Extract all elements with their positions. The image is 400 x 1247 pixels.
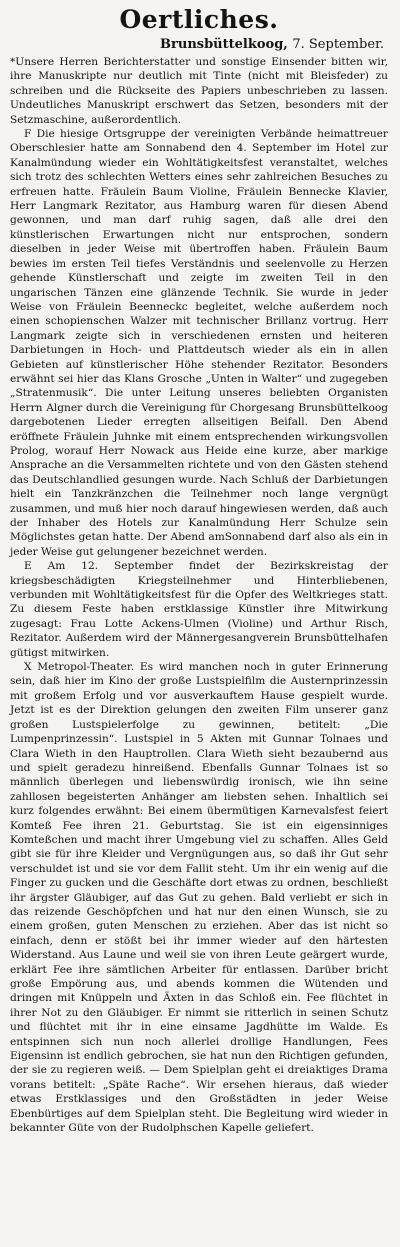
dateline-place: Brunsbüttelkoog, xyxy=(160,37,288,52)
notice-manuscripts: *Unsere Herren Berichterstatter und sonstige Einsender bitten wir, ihre Manuskripte nur deutlich mit Tinte (nicht mit Bleisfeder) zu schreiben und die Rückseite des Papiers unbeschrieben zu lassen. Undeutliches Manuskript erschwert das Setzen, besonders mit der Setzmaschine, außerordentlich. xyxy=(10,56,388,126)
dateline xyxy=(10,36,384,53)
dateline-date: 7. September. xyxy=(292,37,384,52)
article-district-meeting: E Am 12. September findet der Bezirkskreistag der kriegsbeschädigten Kriegsteilnehmer und Hinterbliebenen, verbunden mit Wohltätigkeitsfest für die Opfer des Weltkrieges statt. Zu diesem Feste haben erstklassige Künstler ihre Mitwirkung zugesagt: Frau Lotte Ackens-Ulmen (Violine) und Arthur Risch, Rezitator. Außerdem wird der Männergesangverein Brunsbüttelhafen gütigst mitwirken. xyxy=(10,560,388,659)
section-title: Oertliches. xyxy=(119,5,279,34)
article-metropol-theater: X Metropol-Theater. Es wird manchen noch in guter Erinnerung sein, daß hier im Kino der große Lustspielfilm die Austernprinzessin mit großem Erfolg und vor ausverkauftem Hause gespielt wurde. Jetzt ist es der Direktion gelungen den zweiten Film unserer ganz großen Lustspielerfolge zu gewinnen, betitelt: „Die Lumpenprinzessin“. Lustspiel in 5 Akten mit Gunnar Tolnaes und Clara Wieth in den Hauptrollen. Clara Wieth sieht bezaubernd aus und spielt geradezu hinreißend. Ebenfalls Gunnar Tolnaes ist so männlich überlegen und liebenswürdig ironisch, wie ihn seine zahllosen begeisterten Anhänger am liebsten sehen. Inhaltlich sei kurz folgendes erwähnt: Bei einem übermütigen Karnevalsfest feiert Komteß Fee ihren 21. Geburtstag. Sie ist ein eigensinniges Komteßchen und macht ihrer Umgebung viel zu schaffen. Alles Geld gibt sie für ihre Kleider und Vergnügungen aus, so daß ihr Gut sehr verschuldet ist und sie vor dem Fallit steht. Um ihr ein wenig auf die Finger zu gucken und die Geschäfte dort etwas zu ordnen, beschließt ihr ärgster Gläubiger, auf das Gut zu gehen. Bald verliebt er sich in das reizende Geschöpfchen und hat nur den einen Wunsch, sie zu einem großen, guten Menschen zu erziehen. Aber das ist nicht so einfach, denn er stößt bei ihr immer wieder auf den härtesten Widerstand. Aus Laune und weil sie von ihren Leute geärgert wurde, erklärt Fee ihre sämtlichen Arbeiter für entlassen. Darüber bricht große Empörung aus, und abends kommen die Wütenden und dringen mit Knüppeln und Äxten in das Schloß ein. Fee flüchtet in ihrer Not zu den Gläubiger. Er nimmt sie ritterlich in seinen Schutz und flüchtet mit ihr in eine einsame Jagdhütte im Walde. Es entspinnen sich nun noch allerlei drollige Handlungen, Fees Eigensinn ist endlich gebrochen, sie hat nun den Richtigen gefunden, der sie zu regieren weiß. — Dem Spielplan geht ei dreiaktiges Drama vorans betitelt: „Späte Rache“. Wir ersehen hieraus, daß wieder etwas Erstklassiges und den Großstädten in jeder Weise Ebenbürtiges auf dem Spielplan steht. Die Begleitung wird wieder in bekannter Güte von der Rudolphschen Kapelle geliefert. xyxy=(10,661,388,1135)
article-charity-festival: F Die hiesige Ortsgruppe der vereinigten Verbände heimattreuer Oberschlesier hatte am Sonnabend den 4. September im Hotel zur Kanalmündung wieder ein Wohltätigkeitsfest veranstaltet, welches sich trotz des schlechten Wetters eines sehr zahlreichen Besuches zu erfreuen hatte. Fräulein Baum Violine, Fräulein Bennecke Klavier, Herr Langmark Rezitator, aus Hamburg waren für diesen Abend gewonnen, und man darf ruhig sagen, daß alle drei den künstlerischen Erwartungen nicht nur entsprochen, sondern dieselben in jeder Weise mit übertroffen haben. Fräulein Baum bewies im ersten Teil tiefes Verständnis und seelenvolle zu Herzen gehende Künstlerschaft und zeigte im zweiten Teil in den ungarischen Tänzen eine glänzende Technik. Sie wurde in jeder Weise von Fräulein Beenneckc begleitet, welche außerdem noch einen schopienschen Walzer mit technischer Brillanz vortrug. Herr Langmark zeigte sich in verschiedenen ernsten und heiteren Darbietungen in Hoch- und Plattdeutsch wieder als ein in allen Gebieten auf künstlerischer Höhe stehender Rezitator. Besonders erwähnt sei hier das Klans Grosche „Unten in Walter“ und zugegeben „Stratenmusik“. Die unter Leitung unseres beliebten Organisten Herrn Algner durch die Vereinigung für Chorgesang Brunsbüttelkoog dargebotenen Lieder erregten allseitigen Beifall. Den Abend eröffnete Fräulein Juhnke mit einem entsprechenden wirkungsvollen Prolog, worauf Herr Nowack aus Heide eine kurze, aber markige Ansprache an die Versammelten richtete und von den Gästen stehend das Deutschlandlied gesungen wurde. Nach Schluß der Darbietungen hielt ein Tanzkränzchen die Teilnehmer noch lange vergnügt zusammen, und muß hier noch darauf hingewiesen werden, daß auch der Inhaber des Hotels zur Kanalmündung Herr Schulze sein Möglichstes getan hatte. Der Abend amSonnabend darf also als ein in jeder Weise gut gelungener bezeichnet werden. xyxy=(10,128,388,558)
